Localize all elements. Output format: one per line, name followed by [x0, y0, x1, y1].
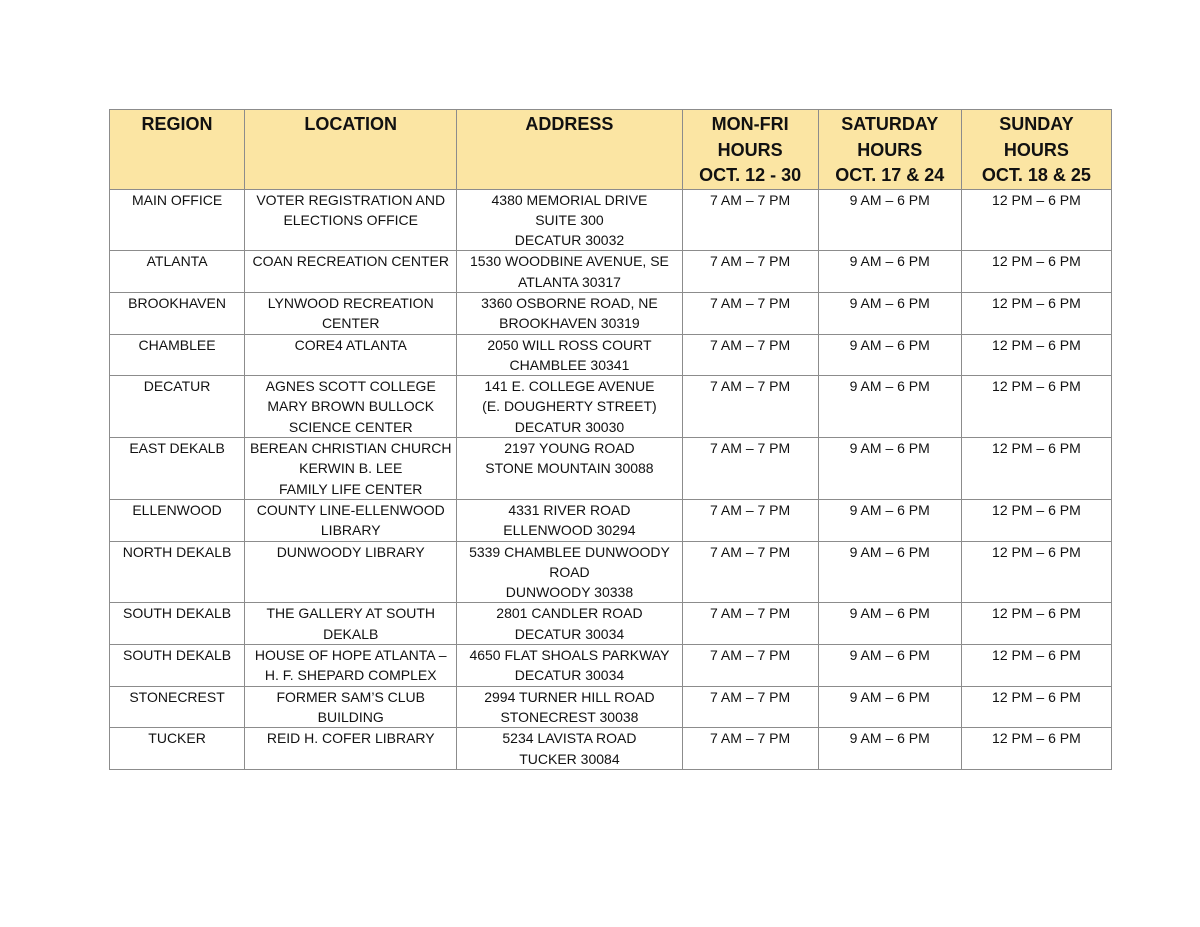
location-cell — [245, 376, 457, 438]
weekday-hours-text: 7 AM – 7 PM — [710, 688, 791, 705]
location-line: MARY BROWN BULLOCK — [267, 398, 435, 415]
weekday-hours-cell — [682, 686, 818, 728]
region-text: STONECREST — [129, 688, 225, 705]
address-cell — [457, 189, 682, 251]
weekday-hours-text: 7 AM – 7 PM — [710, 253, 791, 270]
region-cell — [110, 686, 245, 728]
address-line: 2801 CANDLER ROAD — [496, 605, 643, 622]
weekday-hours-cell — [682, 499, 818, 541]
region-text: MAIN OFFICE — [131, 191, 223, 208]
saturday-hours-cell — [818, 603, 961, 645]
location-line: LYNWOOD RECREATION — [267, 294, 434, 311]
sunday-hours-cell — [961, 376, 1111, 438]
address-cell — [457, 499, 682, 541]
address-line: 4380 MEMORIAL DRIVE — [491, 191, 648, 208]
region-text: TUCKER — [148, 730, 206, 747]
address-line: TUCKER 30084 — [519, 750, 620, 767]
table-row — [110, 334, 1112, 376]
location-line: SCIENCE CENTER — [288, 418, 413, 435]
address-line: DECATUR 30034 — [514, 667, 625, 684]
table-row — [110, 645, 1112, 687]
address-line: STONE MOUNTAIN 30088 — [485, 460, 654, 477]
weekday-hours-cell — [682, 541, 818, 603]
saturday-hours-cell — [818, 334, 961, 376]
weekday-hours-cell — [682, 189, 818, 251]
address-cell — [457, 438, 682, 500]
saturday-hours-text: 9 AM – 6 PM — [849, 647, 930, 664]
location-cell — [245, 292, 457, 334]
location-cell — [245, 438, 457, 500]
address-line: ELLENWOOD 30294 — [503, 522, 636, 539]
region-cell — [110, 334, 245, 376]
sunday-hours-cell — [961, 686, 1111, 728]
saturday-hours-text: 9 AM – 6 PM — [849, 501, 930, 518]
address-line: BROOKHAVEN 30319 — [499, 315, 640, 332]
sunday-hours-text: 12 PM – 6 PM — [992, 543, 1081, 560]
address-line: SUITE 300 — [535, 211, 604, 228]
address-line: 4331 RIVER ROAD — [508, 501, 631, 518]
weekday-hours-text: 7 AM – 7 PM — [710, 294, 791, 311]
region-cell — [110, 603, 245, 645]
location-line: BEREAN CHRISTIAN CHURCH — [249, 440, 452, 457]
location-line: DUNWOODY LIBRARY — [276, 543, 425, 560]
saturday-hours-cell — [818, 686, 961, 728]
region-text: SOUTH DEKALB — [122, 647, 232, 664]
weekday-hours-cell — [682, 334, 818, 376]
sunday-hours-cell — [961, 292, 1111, 334]
table-row — [110, 541, 1112, 603]
address-line: CHAMBLEE 30341 — [509, 356, 630, 373]
region-cell — [110, 292, 245, 334]
location-cell — [245, 251, 457, 293]
header-location: LOCATION — [245, 110, 457, 190]
saturday-hours-cell — [818, 189, 961, 251]
table-row — [110, 728, 1112, 770]
address-cell — [457, 334, 682, 376]
region-cell — [110, 251, 245, 293]
sunday-hours-cell — [961, 541, 1111, 603]
location-cell — [245, 645, 457, 687]
weekday-hours-text: 7 AM – 7 PM — [710, 730, 791, 747]
table-row — [110, 499, 1112, 541]
address-line: DECATUR 30030 — [514, 418, 625, 435]
address-line: DECATUR 30032 — [514, 232, 625, 249]
address-cell — [457, 251, 682, 293]
location-line: ELECTIONS OFFICE — [283, 211, 419, 228]
sunday-hours-cell — [961, 189, 1111, 251]
address-cell — [457, 686, 682, 728]
early-voting-schedule-table — [109, 109, 1112, 770]
region-text: SOUTH DEKALB — [122, 605, 232, 622]
location-line: VOTER REGISTRATION AND — [256, 191, 446, 208]
address-line: DECATUR 30034 — [514, 625, 625, 642]
weekday-hours-cell — [682, 292, 818, 334]
region-text: DECATUR — [143, 378, 211, 395]
sunday-hours-text: 12 PM – 6 PM — [992, 294, 1081, 311]
saturday-hours-text: 9 AM – 6 PM — [849, 294, 930, 311]
table-row — [110, 438, 1112, 500]
location-line: CORE4 ATLANTA — [294, 336, 407, 353]
address-line: 2050 WILL ROSS COURT — [487, 336, 652, 353]
weekday-hours-text: 7 AM – 7 PM — [710, 336, 791, 353]
sunday-hours-text: 12 PM – 6 PM — [992, 688, 1081, 705]
address-line: 3360 OSBORNE ROAD, NE — [481, 294, 658, 311]
table-body — [110, 189, 1112, 769]
sunday-hours-text: 12 PM – 6 PM — [992, 191, 1081, 208]
location-line: FORMER SAM’S CLUB — [276, 688, 426, 705]
saturday-hours-cell — [818, 541, 961, 603]
location-cell — [245, 686, 457, 728]
location-cell — [245, 189, 457, 251]
saturday-hours-cell — [818, 292, 961, 334]
sunday-hours-text: 12 PM – 6 PM — [992, 730, 1081, 747]
sunday-hours-cell — [961, 251, 1111, 293]
location-line: KERWIN B. LEE — [299, 460, 403, 477]
sunday-hours-text: 12 PM – 6 PM — [992, 378, 1081, 395]
address-line: 141 E. COLLEGE AVENUE — [484, 378, 655, 395]
region-text: ATLANTA — [146, 253, 208, 270]
saturday-hours-text: 9 AM – 6 PM — [849, 378, 930, 395]
region-cell — [110, 499, 245, 541]
header-saturday-hours: SATURDAY HOURS OCT. 17 & 24 — [818, 110, 961, 190]
table-row — [110, 292, 1112, 334]
saturday-hours-cell — [818, 376, 961, 438]
location-cell — [245, 728, 457, 770]
sunday-hours-cell — [961, 645, 1111, 687]
saturday-hours-text: 9 AM – 6 PM — [849, 336, 930, 353]
sunday-hours-cell — [961, 438, 1111, 500]
weekday-hours-text: 7 AM – 7 PM — [710, 440, 791, 457]
saturday-hours-text: 9 AM – 6 PM — [849, 605, 930, 622]
region-cell — [110, 541, 245, 603]
weekday-hours-cell — [682, 251, 818, 293]
region-text: CHAMBLEE — [138, 336, 216, 353]
saturday-hours-cell — [818, 645, 961, 687]
sunday-hours-text: 12 PM – 6 PM — [992, 605, 1081, 622]
location-line: FAMILY LIFE CENTER — [279, 480, 423, 497]
location-line: REID H. COFER LIBRARY — [266, 730, 435, 747]
address-line: 4650 FLAT SHOALS PARKWAY — [469, 647, 670, 664]
weekday-hours-cell — [682, 438, 818, 500]
saturday-hours-cell — [818, 499, 961, 541]
address-line: DUNWOODY 30338 — [505, 584, 634, 601]
table-row — [110, 251, 1112, 293]
location-line: COUNTY LINE-ELLENWOOD — [256, 501, 445, 518]
address-line: (E. DOUGHERTY STREET) — [482, 398, 657, 415]
header-weekday-hours: MON-FRI HOURS OCT. 12 - 30 — [682, 110, 818, 190]
location-cell — [245, 541, 457, 603]
location-line: DEKALB — [323, 625, 379, 642]
weekday-hours-cell — [682, 728, 818, 770]
header-address: ADDRESS — [457, 110, 682, 190]
weekday-hours-text: 7 AM – 7 PM — [710, 191, 791, 208]
address-line: 2197 YOUNG ROAD — [504, 440, 635, 457]
region-cell — [110, 728, 245, 770]
saturday-hours-text: 9 AM – 6 PM — [849, 191, 930, 208]
table-row — [110, 376, 1112, 438]
sunday-hours-text: 12 PM – 6 PM — [992, 253, 1081, 270]
header-region: REGION — [110, 110, 245, 190]
region-cell — [110, 438, 245, 500]
weekday-hours-text: 7 AM – 7 PM — [710, 501, 791, 518]
sunday-hours-text: 12 PM – 6 PM — [992, 440, 1081, 457]
table-row — [110, 189, 1112, 251]
region-text: NORTH DEKALB — [122, 543, 232, 560]
location-line: COAN RECREATION CENTER — [252, 253, 449, 270]
sunday-hours-cell — [961, 334, 1111, 376]
location-cell — [245, 499, 457, 541]
address-cell — [457, 728, 682, 770]
saturday-hours-cell — [818, 438, 961, 500]
region-cell — [110, 189, 245, 251]
weekday-hours-text: 7 AM – 7 PM — [710, 543, 791, 560]
location-line: HOUSE OF HOPE ATLANTA – — [254, 647, 447, 664]
location-line: H. F. SHEPARD COMPLEX — [264, 667, 437, 684]
address-cell — [457, 292, 682, 334]
region-cell — [110, 376, 245, 438]
location-cell — [245, 603, 457, 645]
sunday-hours-text: 12 PM – 6 PM — [992, 336, 1081, 353]
saturday-hours-text: 9 AM – 6 PM — [849, 543, 930, 560]
address-cell — [457, 645, 682, 687]
address-line: 5339 CHAMBLEE DUNWOODY — [469, 543, 670, 560]
header-sunday-hours: SUNDAY HOURS OCT. 18 & 25 — [961, 110, 1111, 190]
table-header — [110, 110, 1112, 190]
address-line: 2994 TURNER HILL ROAD — [484, 688, 655, 705]
location-cell — [245, 334, 457, 376]
saturday-hours-cell — [818, 251, 961, 293]
sunday-hours-text: 12 PM – 6 PM — [992, 647, 1081, 664]
weekday-hours-text: 7 AM – 7 PM — [710, 605, 791, 622]
location-line: AGNES SCOTT COLLEGE — [265, 378, 436, 395]
address-line: 5234 LAVISTA ROAD — [502, 730, 637, 747]
saturday-hours-cell — [818, 728, 961, 770]
sunday-hours-text: 12 PM – 6 PM — [992, 501, 1081, 518]
address-line: STONECREST 30038 — [500, 708, 639, 725]
header-row — [110, 110, 1112, 190]
weekday-hours-text: 7 AM – 7 PM — [710, 647, 791, 664]
address-cell — [457, 541, 682, 603]
location-line: THE GALLERY AT SOUTH — [266, 605, 436, 622]
address-cell — [457, 603, 682, 645]
saturday-hours-text: 9 AM – 6 PM — [849, 440, 930, 457]
location-line: LIBRARY — [320, 522, 381, 539]
saturday-hours-text: 9 AM – 6 PM — [849, 253, 930, 270]
region-text: ELLENWOOD — [132, 501, 222, 518]
region-cell — [110, 645, 245, 687]
sunday-hours-cell — [961, 603, 1111, 645]
table-row — [110, 603, 1112, 645]
table-row — [110, 686, 1112, 728]
sunday-hours-cell — [961, 728, 1111, 770]
location-line: BUILDING — [317, 708, 384, 725]
address-cell — [457, 376, 682, 438]
saturday-hours-text: 9 AM – 6 PM — [849, 730, 930, 747]
sunday-hours-cell — [961, 499, 1111, 541]
weekday-hours-cell — [682, 645, 818, 687]
location-line: CENTER — [321, 315, 380, 332]
weekday-hours-cell — [682, 603, 818, 645]
address-line: ROAD — [549, 563, 590, 580]
address-line: 1530 WOODBINE AVENUE, SE — [469, 253, 669, 270]
address-line: ATLANTA 30317 — [517, 273, 621, 290]
region-text: EAST DEKALB — [129, 440, 225, 457]
weekday-hours-text: 7 AM – 7 PM — [710, 378, 791, 395]
region-text: BROOKHAVEN — [128, 294, 226, 311]
saturday-hours-text: 9 AM – 6 PM — [849, 688, 930, 705]
weekday-hours-cell — [682, 376, 818, 438]
